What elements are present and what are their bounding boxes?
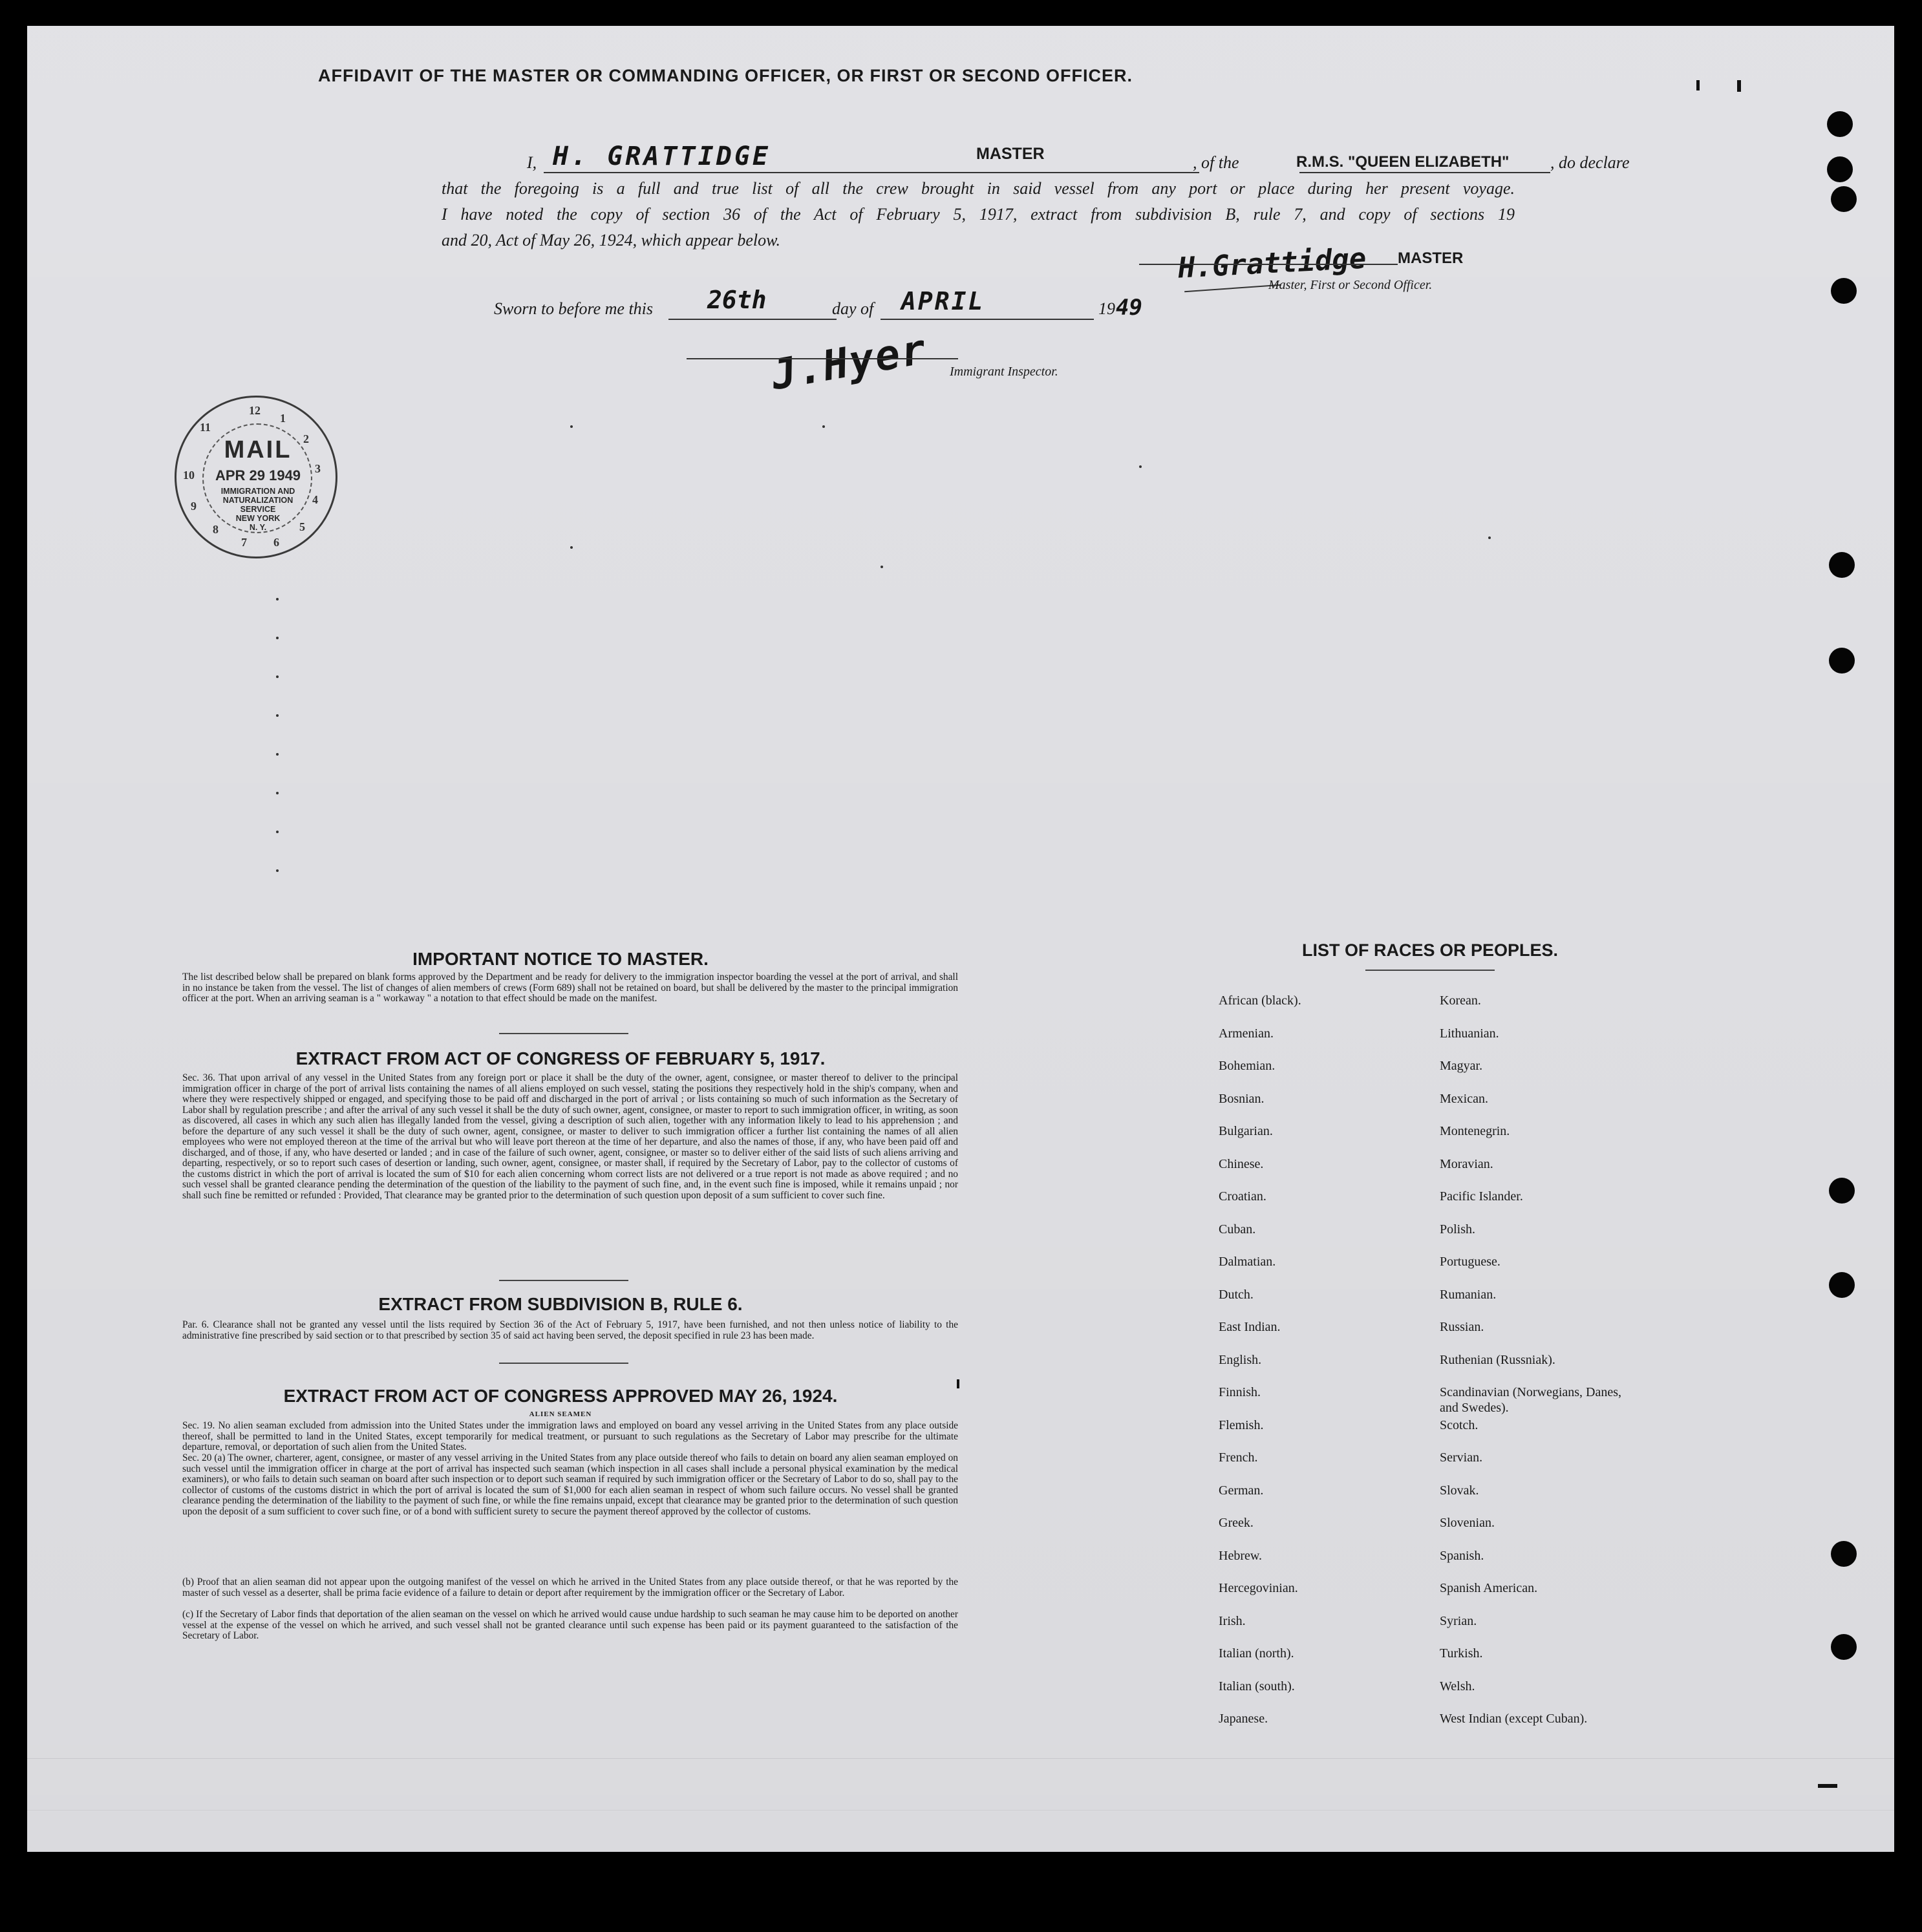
race-item: Flemish. <box>1219 1417 1264 1432</box>
act-1924-title: EXTRACT FROM ACT OF CONGRESS APPROVED MAY 26, 1924. <box>283 1386 838 1406</box>
races-list-left <box>1219 993 1425 1744</box>
section-divider <box>499 1033 628 1034</box>
of-the-text: , of the <box>1193 153 1239 172</box>
race-item: Rumanian. <box>1440 1287 1497 1302</box>
column-dot <box>276 637 279 639</box>
sworn-day-underline <box>668 319 837 320</box>
sworn-month-handwritten: APRIL <box>901 287 985 315</box>
ink-speck <box>1737 80 1741 92</box>
race-item: Chinese. <box>1219 1156 1264 1171</box>
stamp-hour-8: 8 <box>213 523 219 536</box>
notice-title: IMPORTANT NOTICE TO MASTER. <box>412 949 709 969</box>
races-list-right <box>1440 993 1698 1744</box>
punch-hole <box>1831 1541 1857 1567</box>
column-dot <box>1488 536 1491 539</box>
strike-through <box>1184 284 1281 292</box>
column-dot <box>276 869 279 872</box>
race-item: Armenian. <box>1219 1026 1274 1041</box>
race-item: Scandinavian (Norwegians, Danes, and Swedes). <box>1440 1385 1622 1415</box>
race-item: Bosnian. <box>1219 1091 1265 1106</box>
ink-speck <box>1818 1784 1837 1788</box>
day-of-text: day of <box>832 299 874 318</box>
race-item: Hercegovinian. <box>1219 1581 1298 1595</box>
race-item: Moravian. <box>1440 1156 1493 1171</box>
document-page <box>27 26 1894 1852</box>
race-item: Bulgarian. <box>1219 1124 1273 1138</box>
races-title-underline <box>1365 970 1495 971</box>
race-item: Syrian. <box>1440 1613 1477 1628</box>
act-1917-title: EXTRACT FROM ACT OF CONGRESS OF FEBRUARY 5, 1917. <box>295 1048 826 1068</box>
punch-hole <box>1827 156 1853 182</box>
signature-rank: MASTER <box>1398 249 1464 267</box>
race-item: Dalmatian. <box>1219 1255 1276 1269</box>
notice-text: The list described below shall be prepared on blank forms approved by the Department and be ready for delivery to the immigration inspector boarding the vessel at the port of arrival, and shall in no instance be taken from the vessel. The list of changes of alien members of crews (Form 689) shall not be retained on board, but shall be delivered by the master to the principal immigration officer at the port. When an arriving seaman is a " workaway " a notation to that effect should be made on the manifest. <box>182 971 958 1004</box>
column-dot <box>276 792 279 794</box>
race-item: Lithuanian. <box>1440 1026 1499 1041</box>
race-item: Scotch. <box>1440 1417 1479 1432</box>
stamp-hour-11: 11 <box>200 421 211 434</box>
race-item: Mexican. <box>1440 1091 1488 1106</box>
stamp-hour-5: 5 <box>299 520 305 533</box>
race-item: German. <box>1219 1483 1264 1498</box>
column-dot <box>276 598 279 600</box>
ink-speck <box>957 1379 959 1388</box>
declaration-i: I, <box>527 153 537 172</box>
declaration-line-4: and 20, Act of May 26, 1924, which appear below. <box>442 231 781 249</box>
section-divider <box>499 1280 628 1281</box>
race-item: Pacific Islander. <box>1440 1189 1523 1204</box>
race-item: Bohemian. <box>1219 1059 1276 1073</box>
stamp-hour-2: 2 <box>303 432 309 445</box>
race-item: Croatian. <box>1219 1189 1266 1204</box>
column-dot <box>570 546 573 549</box>
stamp-hour-9: 9 <box>191 500 197 513</box>
race-item: Turkish. <box>1440 1646 1483 1661</box>
column-dot <box>276 714 279 717</box>
act-1924-sec-20b: (b) Proof that an alien seaman did not appear upon the outgoing manifest of the vessel on which he arrived in the United States from any place outside thereof, or that he was reported by the master of such vessel as a deserter, shall be prima facie evidence of a failure to detain or deport after requirement by the immigration officer or the Secretary of Labor. <box>182 1576 958 1598</box>
race-item: French. <box>1219 1450 1258 1465</box>
column-dot <box>822 425 825 428</box>
stamp-hour-3: 3 <box>315 462 321 475</box>
punch-hole <box>1829 552 1855 578</box>
column-dot <box>276 675 279 678</box>
stamp-hour-12: 12 <box>249 404 261 417</box>
race-item: Japanese. <box>1219 1712 1268 1726</box>
column-dot <box>570 425 573 428</box>
punch-hole <box>1829 648 1855 674</box>
signature-label: Master, First or Second Officer. <box>1268 278 1433 292</box>
column-dot <box>1139 465 1142 468</box>
sworn-day-handwritten: 26th <box>707 286 767 314</box>
race-item: Italian (north). <box>1219 1646 1294 1661</box>
race-item: Cuban. <box>1219 1222 1256 1237</box>
inspector-underline <box>687 358 958 359</box>
stamp-date: APR 29 1949 <box>215 467 301 483</box>
stamp-hour-4: 4 <box>312 493 318 506</box>
master-rank: MASTER <box>976 145 1045 163</box>
race-item: Italian (south). <box>1219 1679 1295 1693</box>
sworn-prefix: Sworn to before me this <box>494 299 654 318</box>
punch-hole <box>1827 111 1853 137</box>
vessel-name: R.M.S. "QUEEN ELIZABETH" <box>1296 153 1510 171</box>
punch-hole <box>1829 1178 1855 1204</box>
act-1924-subtitle: ALIEN SEAMEN <box>529 1410 592 1418</box>
declaration-line-3: I have noted the copy of section 36 of the Act of February 5, 1917, extract from subdivision B, rule 7, and copy of sections 19 <box>442 205 1515 224</box>
inspector-signature: J.Hyer <box>767 325 931 400</box>
race-item: Finnish. <box>1219 1385 1261 1399</box>
punch-hole <box>1831 1634 1857 1660</box>
column-dot <box>276 753 279 756</box>
punch-hole <box>1831 186 1857 212</box>
declaration-line-1 <box>527 142 1630 176</box>
stamp-agency-text: IMMIGRATION AND NATURALIZATION SERVICE NEW YORK N. Y. <box>220 487 295 532</box>
do-declare-text: , do declare <box>1550 153 1630 172</box>
year-prefix: 19 <box>1098 299 1115 318</box>
subdivision-text: Par. 6. Clearance shall not be granted any vessel until the lists required by Section 36 of the Act of February 5, 1917, have been furnished, and not then unless notice of liability to the administrative fine prescribed by said section or to that prescribed by section 35 of said act having been served, the deposit specified in rule 23 has been made. <box>182 1319 958 1341</box>
race-item: Spanish American. <box>1440 1581 1538 1595</box>
race-item: Dutch. <box>1219 1287 1254 1302</box>
race-item: Spanish. <box>1440 1548 1484 1563</box>
sworn-line <box>494 296 653 322</box>
stamp-hour-7: 7 <box>241 536 247 549</box>
act-1924-sec-19: Sec. 19. No alien seaman excluded from admission into the United States under the immigration laws and employed on board any vessel arriving in the United States from any place outside thereof, shall be permitted to land in the United States, except temporarily for medical treatment, or pursuant to such regulations as the Secretary of Labor may prescribe for the ultimate departure, removal, or deportation of such alien from the United States. <box>182 1420 958 1452</box>
race-item: Irish. <box>1219 1613 1246 1628</box>
faint-rule <box>27 1758 1894 1759</box>
stamp-word: MAIL <box>224 436 292 463</box>
stamp-hour-6: 6 <box>273 536 279 549</box>
signature-underline <box>1139 264 1398 265</box>
race-item: Hebrew. <box>1219 1548 1263 1563</box>
race-item: Korean. <box>1440 993 1481 1008</box>
race-item: Servian. <box>1440 1450 1483 1465</box>
master-signature: H.Grattidge <box>1177 242 1367 285</box>
stamp-hour-10: 10 <box>183 469 195 482</box>
race-item: Slovenian. <box>1440 1516 1495 1530</box>
race-item: English. <box>1219 1352 1262 1367</box>
master-name-handwritten: H. GRATTIDGE <box>553 142 771 171</box>
race-item: Greek. <box>1219 1516 1254 1530</box>
inspector-label: Immigrant Inspector. <box>950 365 1058 379</box>
race-item: Slovak. <box>1440 1483 1479 1498</box>
year-suffix-handwritten: 49 <box>1116 295 1142 321</box>
column-dot <box>276 831 279 833</box>
race-item: Magyar. <box>1440 1059 1483 1073</box>
race-item: East Indian. <box>1219 1320 1281 1334</box>
race-item: Russian. <box>1440 1320 1484 1334</box>
race-item: Montenegrin. <box>1440 1124 1510 1138</box>
races-title: LIST OF RACES OR PEOPLES. <box>1301 940 1559 960</box>
vessel-underline <box>1299 172 1550 173</box>
sworn-month-underline <box>881 319 1094 320</box>
race-item: Portuguese. <box>1440 1255 1500 1269</box>
race-item: Polish. <box>1440 1222 1476 1237</box>
race-item: Welsh. <box>1440 1679 1475 1693</box>
act-1924-sec-20c: (c) If the Secretary of Labor finds that deportation of the alien seaman on the vessel on which he arrived would cause undue hardship to such seaman he may cause him to be deported on another vessel at the expense of the vessel on which he arrived, and such vessel shall not be granted clearance until such expense has been paid or its payment guaranteed to the satisfaction of the Secretary of Labor. <box>182 1609 958 1641</box>
race-item: African (black). <box>1219 993 1301 1008</box>
race-item: Ruthenian (Russniak). <box>1440 1352 1555 1367</box>
punch-hole <box>1829 1272 1855 1298</box>
declaration-line-2: that the foregoing is a full and true list of all the crew brought in said vessel from any port or place during her present voyage. <box>442 179 1515 198</box>
race-item: West Indian (except Cuban). <box>1440 1712 1588 1726</box>
act-1924-sec-20a: Sec. 20 (a) The owner, charterer, agent, consignee, or master of any vessel arriving in the United States from any place outside thereof who fails to detain on board any alien seaman employed on such vessel until the immigration officer in charge at the port of arrival has inspected such seaman (which inspection in all cases shall include a personal physical examination by the medical examiners), or who fails to detain such seaman on board after such inspection or to deport such seaman if required by such immigration officer or the Secretary of Labor to do so, shall pay to the collector of customs of the customs district in which the port of arrival is located the sum of $1,000 for each alien seaman in respect of whom such failure occurs. No vessel shall be granted clearance pending the determination of the liability to the payment of such fine, or while the fine remains unpaid, except that clearance may be granted prior to the determination of such question upon the deposit of a sum sufficient to cover such fine, or of a bond with sufficient surety to secure the payment thereof approved by the collector of customs. <box>182 1452 958 1517</box>
stamp-hour-1: 1 <box>280 412 286 425</box>
ink-speck <box>1696 80 1700 90</box>
mail-date-stamp <box>175 396 337 558</box>
subdivision-title: EXTRACT FROM SUBDIVISION B, RULE 6. <box>378 1294 743 1314</box>
column-dot <box>881 566 883 568</box>
act-1917-text: Sec. 36. That upon arrival of any vessel in the United States from any foreign port or place it shall be the duty of the owner, agent, consignee, or master thereof to deliver to the principal immigration officer in charge of the port of arrival lists containing the names of all aliens employed on such vessel, stating the positions they respectively hold in the ship's company, when and where they were respectively shipped or engaged, and specifying those to be paid off and discharged in the port of arrival ; or lists containing so much of such information as the Secretary of Labor shall by regulation prescribe ; and after the arrival of any such vessel it shall be the duty of such owner, agent, consignee, or master to report to such immigration officer, in writing, as soon as discovered, all cases in which any such alien has illegally landed from the vessel, giving a description of such alien, together with any information likely to lead to his apprehension ; and before the departure of any such vessel it shall be the duty of such owner, agent, consignee, or master to deliver to such immigration officer a further list containing the names of all alien employees who were not employed thereon at the time of the arrival but who will leave port thereon at the time of her departure, and also the names of those, if any, who have been paid off and discharged, and of those, if any, who have deserted or landed ; and in case of the failure of such owner, agent, consignee, or master so to deliver either of the said lists of such aliens arriving and departing, respectively, or so to report such cases of desertion or landing, such owner, agent, consignee, or master shall, if required by the Secretary of Labor, pay to the collector of customs of the customs district in which the port of arrival is located the sum of $10 for each alien concerning whom correct lists are not delivered or a true report is not made as above required ; and no such vessel shall be granted clearance pending the determination of the question of the liability to the payment of such fine, and, in the event such fine is imposed, while it remains unpaid ; nor shall such fine be remitted or refunded : Provided, That clearance may be granted prior to the determination of such question upon deposit of a sum sufficient to cover such fine. <box>182 1072 958 1201</box>
affidavit-title: AFFIDAVIT OF THE MASTER OR COMMANDING OFFICER, OR FIRST OR SECOND OFFICER. <box>318 66 1133 85</box>
section-divider <box>499 1363 628 1364</box>
name-underline <box>544 172 1199 173</box>
punch-hole <box>1831 278 1857 304</box>
